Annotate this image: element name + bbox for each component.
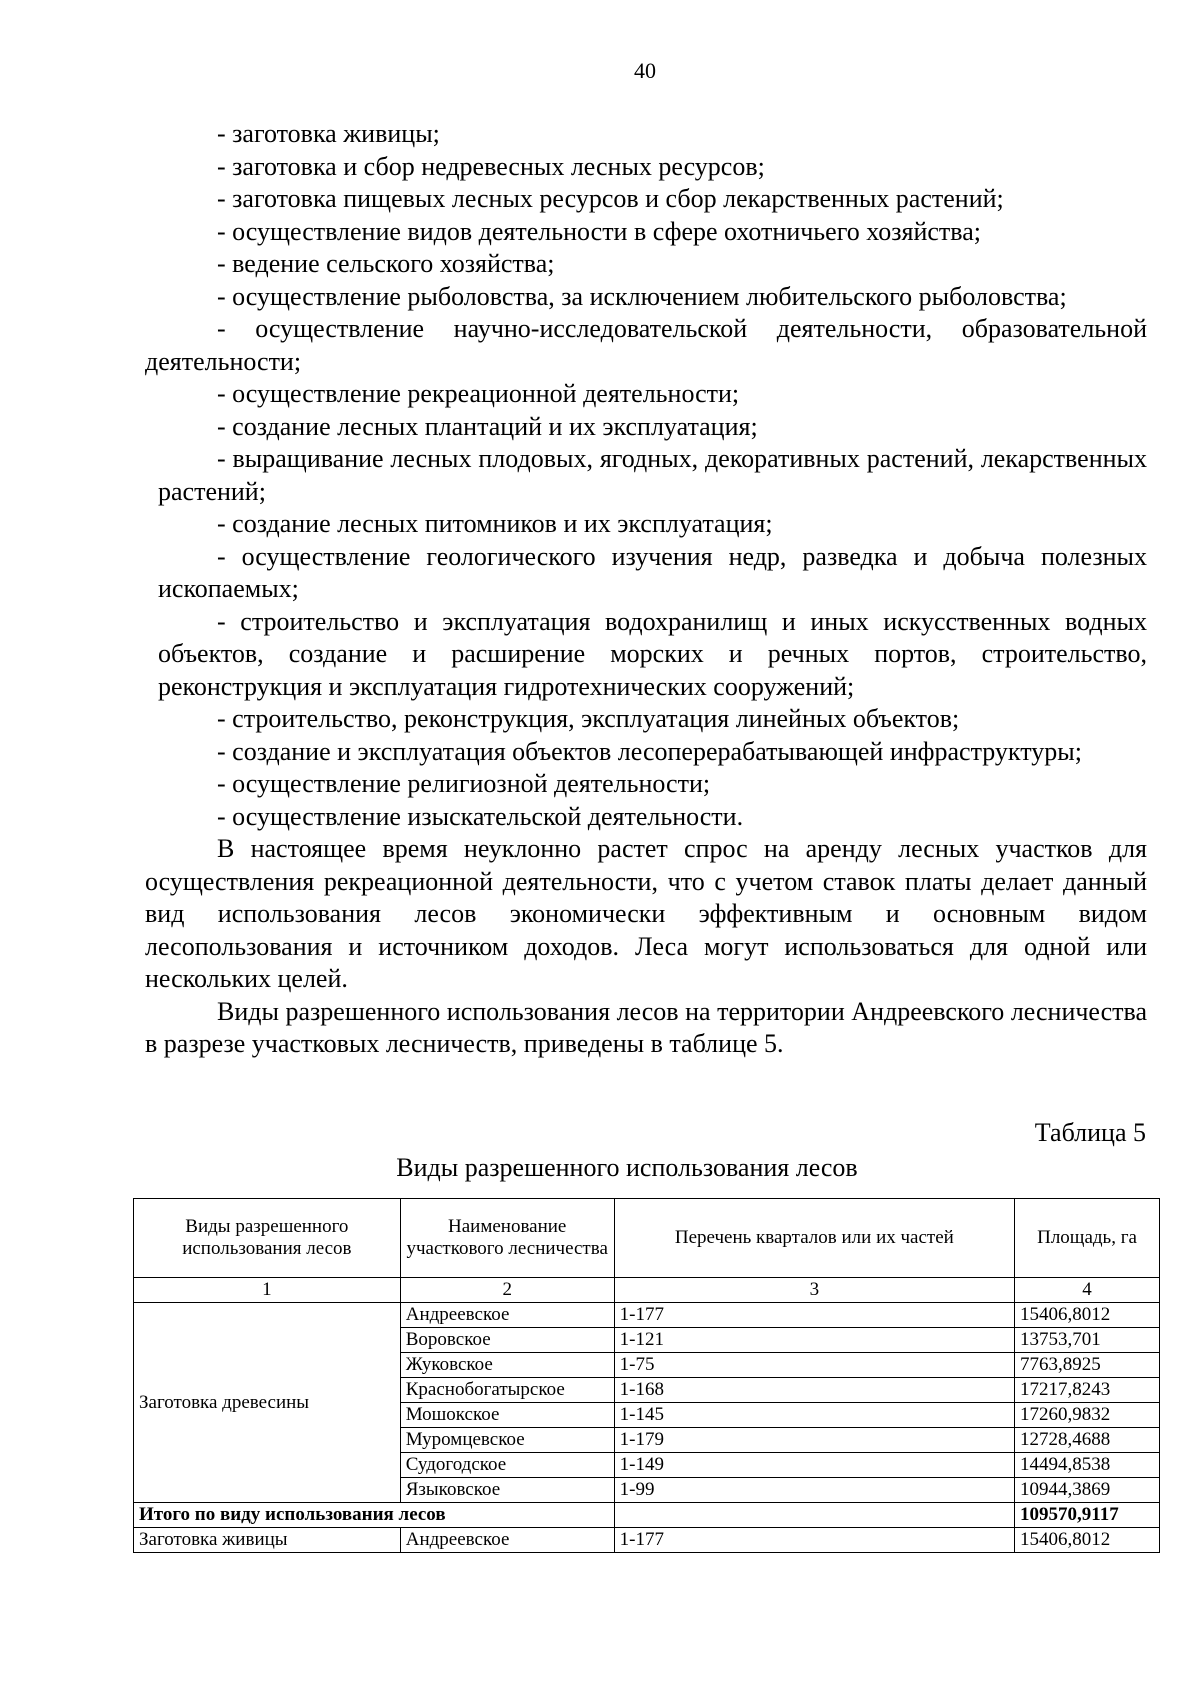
list-item: - ведение сельского хозяйства; [217,249,555,278]
forest-use-table [133,1198,1160,1553]
list-item: - создание лесных плантаций и их эксплуатация; [217,411,758,441]
quarters-cell: 1-168 [614,1378,1014,1403]
quarters-cell: 1-149 [614,1453,1014,1478]
list-item: - осуществление рекреационной деятельности; [217,379,740,408]
quarters-cell: 1-145 [614,1403,1014,1428]
table-label: Таблица 5 [1034,1118,1146,1147]
forestry-cell: Судогодское [400,1453,614,1478]
total-area-cell: 109570,9117 [1015,1503,1160,1528]
table-row [134,1528,1160,1553]
column-number: 2 [400,1278,614,1303]
list-item: - осуществление религиозной деятельности; [217,769,711,798]
paragraph: В настоящее время неуклонно растет спрос на аренду лесных участков для осуществления рекреационной деятельности, что с учетом ставок платы делает данный вид использования лесов экономически эффективным и основным видом лесопользования и источником доходов. Леса могут использоваться для одной или нескольких целей. [145,834,1147,993]
list-item: - осуществление изыскательской деятельности. [217,801,744,831]
total-row [134,1503,1160,1528]
area-cell: 17260,9832 [1015,1403,1160,1428]
forestry-cell: Языковское [400,1478,614,1503]
list-item: - заготовка пищевых лесных ресурсов и сбор лекарственных растений; [217,184,1004,213]
list-item: - осуществление рыболовства, за исключением любительского рыболовства; [217,281,1067,311]
area-cell: 14494,8538 [1015,1453,1160,1478]
paragraph: Виды разрешенного использования лесов на территории Андреевского лесничества в разрезе участковых лесничеств, приведены в таблице 5. [145,996,1147,1058]
list-item: - осуществление геологического изучения недр, разведка и добыча полезных ископаемых; [158,541,1147,603]
body-text [145,118,1147,1061]
total-empty-cell [614,1503,1014,1528]
list-item: - строительство, реконструкция, эксплуатация линейных объектов; [217,704,960,733]
total-label-cell: Итого по виду использования лесов [134,1503,615,1528]
forestry-cell: Краснобогатырское [400,1378,614,1403]
area-cell: 12728,4688 [1015,1428,1160,1453]
list-item: - осуществление видов деятельности в сфере охотничьего хозяйства; [217,216,981,246]
quarters-cell: 1-121 [614,1328,1014,1353]
forestry-cell: Андреевское [400,1303,614,1328]
forestry-cell: Мошокское [400,1403,614,1428]
table-title: Виды разрешенного использования лесов [396,1153,858,1182]
list-item: - заготовка и сбор недревесных лесных ресурсов; [217,151,765,181]
forestry-cell: Жуковское [400,1353,614,1378]
list-item: - заготовка живицы; [217,119,440,148]
area-cell: 10944,3869 [1015,1478,1160,1503]
quarters-cell: 1-177 [614,1528,1014,1553]
list-item: - создание лесных питомников и их эксплуатация; [217,509,773,538]
forestry-cell: Муромцевское [400,1428,614,1453]
forestry-cell: Воровское [400,1328,614,1353]
area-cell: 7763,8925 [1015,1353,1160,1378]
list-item: - осуществление научно-исследовательской деятельности, образовательной деятельности; [145,314,1147,376]
area-cell: 15406,8012 [1015,1528,1160,1553]
quarters-cell: 1-179 [614,1428,1014,1453]
group-cell: Заготовка древесины [134,1303,401,1503]
header-cell-quarters: Перечень кварталов или их частей [614,1199,1014,1278]
area-cell: 13753,701 [1015,1328,1160,1353]
list-item: - создание и эксплуатация объектов лесоперерабатывающей инфраструктуры; [217,736,1082,766]
quarters-cell: 1-75 [614,1353,1014,1378]
header-cell-area: Площадь, га [1015,1199,1160,1278]
forestry-cell: Андреевское [400,1528,614,1553]
quarters-cell: 1-99 [614,1478,1014,1503]
page-number: 40 [634,58,656,83]
use-cell: Заготовка живицы [134,1528,401,1553]
column-number: 3 [614,1278,1014,1303]
area-cell: 15406,8012 [1015,1303,1160,1328]
header-cell-forestry: Наименование участкового лесничества [400,1199,614,1278]
list-item: - строительство и эксплуатация водохранилищ и иных искусственных водных объектов, создание и расширение морских и речных портов, строительство, реконструкция и эксплуатация гидротехнических сооружений; [158,606,1147,701]
quarters-cell: 1-177 [614,1303,1014,1328]
header-cell-use: Виды разрешенного использования лесов [134,1199,401,1278]
table-row [134,1303,1160,1328]
area-cell: 17217,8243 [1015,1378,1160,1403]
column-number-row [134,1278,1160,1303]
column-number: 4 [1015,1278,1160,1303]
list-item: - выращивание лесных плодовых, ягодных, декоративных растений, лекарственных растений; [158,444,1147,506]
column-number: 1 [134,1278,401,1303]
